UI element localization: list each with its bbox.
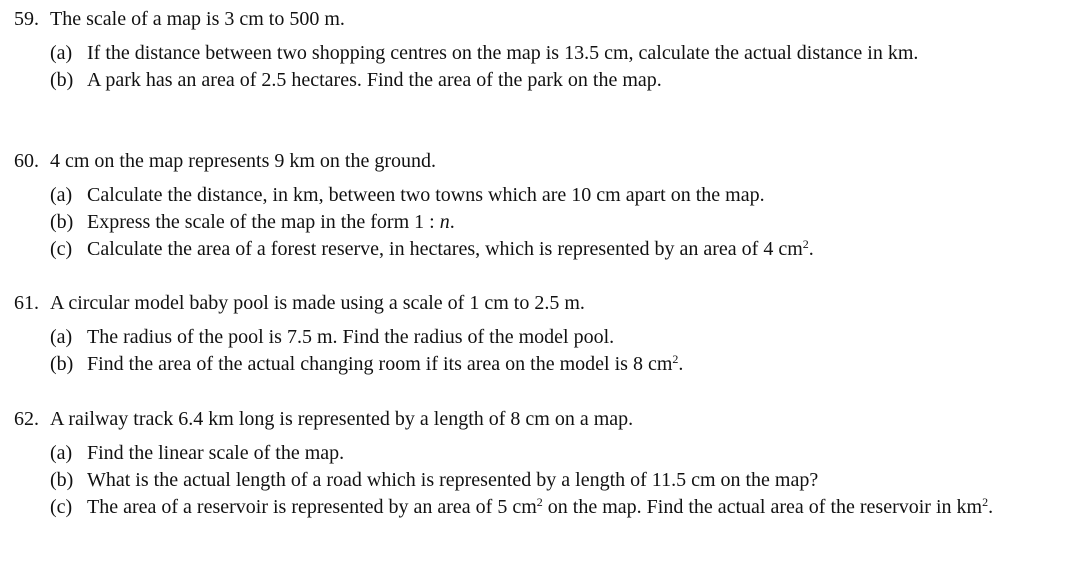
- question-number: 60.: [14, 150, 39, 172]
- part-label: (a): [50, 326, 73, 348]
- part-label: (a): [50, 442, 73, 464]
- question-stem: The scale of a map is 3 cm to 500 m.: [50, 8, 345, 30]
- part-tail: .: [449, 211, 455, 233]
- part-label: (b): [50, 353, 74, 375]
- question-62: [14, 406, 1059, 521]
- question-59: [14, 6, 1059, 94]
- question-stem: 4 cm on the map represents 9 km on the ground.: [50, 150, 437, 172]
- superscript: 2: [536, 495, 543, 509]
- part-label: (b): [50, 69, 74, 91]
- part-text: Find the linear scale of the map.: [87, 442, 345, 464]
- part-text: Calculate the distance, in km, between two towns which are 10 cm apart on the map.: [87, 184, 765, 206]
- question-part: [14, 67, 1059, 94]
- question-stem: A circular model baby pool is made using a scale of 1 cm to 2.5 m.: [50, 292, 585, 314]
- part-label: (b): [50, 469, 74, 491]
- question-number: 62.: [14, 408, 39, 430]
- question-part: [14, 40, 1059, 67]
- part-text: The area of a reservoir is represented by an area of 5 cm: [87, 496, 537, 518]
- question-part: [14, 440, 1059, 467]
- question-number: 61.: [14, 292, 39, 314]
- question-part: [14, 494, 1059, 521]
- part-text: If the distance between two shopping centres on the map is 13.5 cm, calculate the actual distance in km.: [87, 42, 919, 64]
- part-label: (a): [50, 184, 73, 206]
- part-text: A park has an area of 2.5 hectares. Find the area of the park on the map.: [87, 69, 662, 91]
- question-60: [14, 148, 1059, 263]
- part-tail: .: [678, 353, 684, 375]
- part-label: (c): [50, 496, 73, 518]
- part-text: Find the area of the actual changing room if its area on the model is 8 cm: [87, 353, 673, 375]
- part-middle: on the map. Find the actual area of the reservoir in km: [542, 496, 983, 518]
- question-part: [14, 351, 1059, 378]
- question-part: [14, 182, 1059, 209]
- part-text: The radius of the pool is 7.5 m. Find the radius of the model pool.: [87, 326, 615, 348]
- part-label: (a): [50, 42, 73, 64]
- part-tail: .: [808, 238, 814, 260]
- question-number: 59.: [14, 8, 39, 30]
- superscript: 2: [982, 495, 989, 509]
- part-text: Calculate the area of a forest reserve, in hectares, which is represented by an area of 4 cm: [87, 238, 803, 260]
- part-text: Express the scale of the map in the form 1 :: [87, 211, 440, 233]
- part-tail: .: [988, 496, 994, 518]
- question-part: [14, 324, 1059, 351]
- part-label: (c): [50, 238, 73, 260]
- question-part: [14, 236, 1059, 263]
- question-61: [14, 290, 1059, 378]
- superscript: 2: [672, 352, 679, 366]
- question-stem: A railway track 6.4 km long is represented by a length of 8 cm on a map.: [50, 408, 634, 430]
- superscript: 2: [802, 237, 809, 251]
- question-part: [14, 467, 1059, 494]
- part-text: What is the actual length of a road which is represented by a length of 11.5 cm on the map?: [87, 469, 819, 491]
- italic-variable: n: [439, 211, 450, 233]
- question-part: [14, 209, 1059, 236]
- part-label: (b): [50, 211, 74, 233]
